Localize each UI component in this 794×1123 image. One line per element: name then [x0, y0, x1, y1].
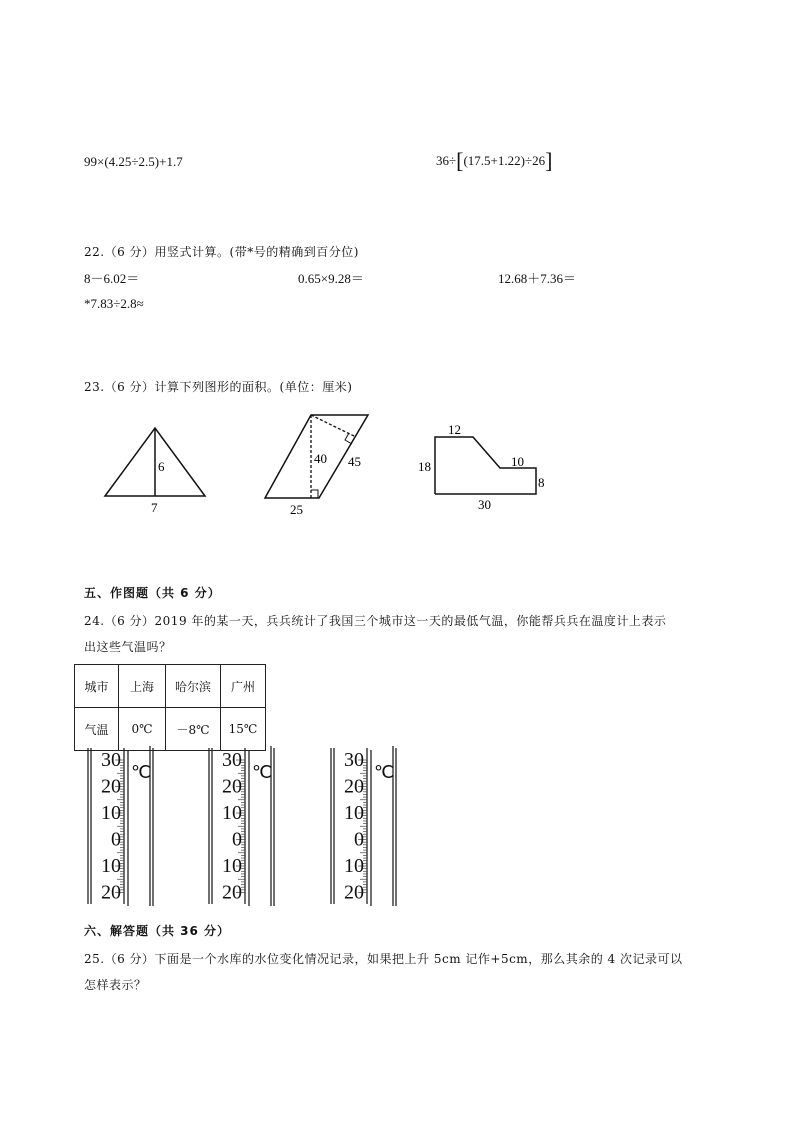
temperature-table: [74, 664, 266, 751]
thermometer-label: 0: [232, 828, 242, 851]
q24-line-2: 出这些气温吗？: [84, 640, 172, 654]
table-cell: 城市: [75, 665, 119, 708]
thermometer-label: 20: [344, 775, 364, 798]
thermometer-label: 20: [222, 881, 242, 904]
section-6-title: 六、解答题（共 36 分）: [84, 924, 231, 938]
composite-bottom-label: 30: [478, 497, 491, 512]
thermometers: [0, 740, 794, 910]
thermometer-label: 20: [101, 775, 121, 798]
thermometer-label: 10: [344, 855, 364, 877]
right-angle-mark-side: [345, 433, 352, 444]
q24-line-1: 24.（6 分）2019 年的某一天，兵兵统计了我国三个城市这一天的最低气温，你能帮兵兵在温度计上表示: [84, 614, 667, 628]
thermometer-label: 30: [101, 749, 121, 771]
thermometer-label: 30: [344, 749, 364, 771]
q22-title: 22.（6 分）用竖式计算。(带*号的精确到百分位): [84, 245, 359, 259]
q23-figures: [0, 0, 794, 540]
thermometer-guangzhou[interactable]: [331, 746, 396, 906]
thermometer-unit: ℃: [252, 762, 273, 782]
thermometer-label: 10: [222, 855, 242, 877]
table-cell: 气温: [75, 708, 119, 751]
table-cell: 0℃: [119, 708, 166, 751]
q21-expression-right-prefix: 36÷: [436, 153, 457, 168]
composite-right-label: 8: [538, 475, 545, 490]
table-cell: 上海: [119, 665, 166, 708]
triangle-base-label: 7: [151, 500, 158, 515]
bracket-close: ]: [545, 148, 553, 173]
thermometer-unit: ℃: [374, 762, 395, 782]
thermometer-label: 10: [222, 802, 242, 824]
thermometer-label: 20: [222, 775, 242, 798]
parallelogram-figure: [265, 415, 368, 517]
q22-item-4: *7.83÷2.8≈: [84, 296, 144, 311]
bracket-open: [: [456, 148, 464, 173]
right-angle-mark-bottom: [311, 490, 318, 498]
thermometer-harbin[interactable]: [209, 746, 274, 906]
composite-top-label: 12: [448, 422, 461, 437]
thermometer-label: 10: [344, 802, 364, 824]
triangle-figure: [105, 428, 205, 515]
thermometer-label: 10: [101, 802, 121, 824]
q22-item-1: 8－6.02＝: [84, 271, 140, 286]
section-5-title: 五、作图题（共 6 分）: [84, 586, 221, 600]
table-cell: 哈尔滨: [166, 665, 221, 708]
thermometer-label: 20: [101, 881, 121, 904]
thermometer-shanghai[interactable]: [88, 746, 153, 906]
table-cell: 广州: [221, 665, 266, 708]
q21-expression-left: 99×(4.25÷2.5)+1.7: [84, 154, 183, 169]
thermometer-label: 20: [344, 881, 364, 904]
thermometer-unit: ℃: [131, 762, 152, 782]
table-cell: －8℃: [166, 708, 221, 751]
parallelogram-base-label: 25: [290, 502, 303, 517]
parallelogram-side-label: 45: [348, 454, 361, 469]
thermometer-label: 0: [111, 828, 121, 851]
table-row: [75, 665, 266, 708]
composite-step-label: 10: [511, 454, 524, 469]
q22-item-2: 0.65×9.28＝: [298, 271, 364, 286]
thermometer-label: 0: [354, 828, 364, 851]
composite-figure: [418, 422, 545, 512]
q21-expression-right-inner: (17.5+1.22)÷26: [463, 153, 546, 168]
thermometer-label: 30: [222, 749, 242, 771]
q23-title: 23.（6 分）计算下列图形的面积。(单位：厘米): [84, 380, 353, 394]
parallelogram-height-label: 40: [314, 451, 327, 466]
parallelogram-perpendicular-line: [311, 415, 356, 437]
q25-line-1: 25.（6 分）下面是一个水库的水位变化情况记录，如果把上升 5cm 记作+5cm，那么其余的 4 次记录可以: [84, 952, 683, 966]
triangle-height-label: 6: [158, 459, 165, 474]
q25-line-2: 怎样表示？: [84, 978, 147, 992]
table-cell: 15℃: [221, 708, 266, 751]
composite-left-label: 18: [418, 459, 431, 474]
q22-item-3: 12.68＋7.36＝: [498, 271, 577, 286]
thermometer-label: 10: [101, 855, 121, 877]
